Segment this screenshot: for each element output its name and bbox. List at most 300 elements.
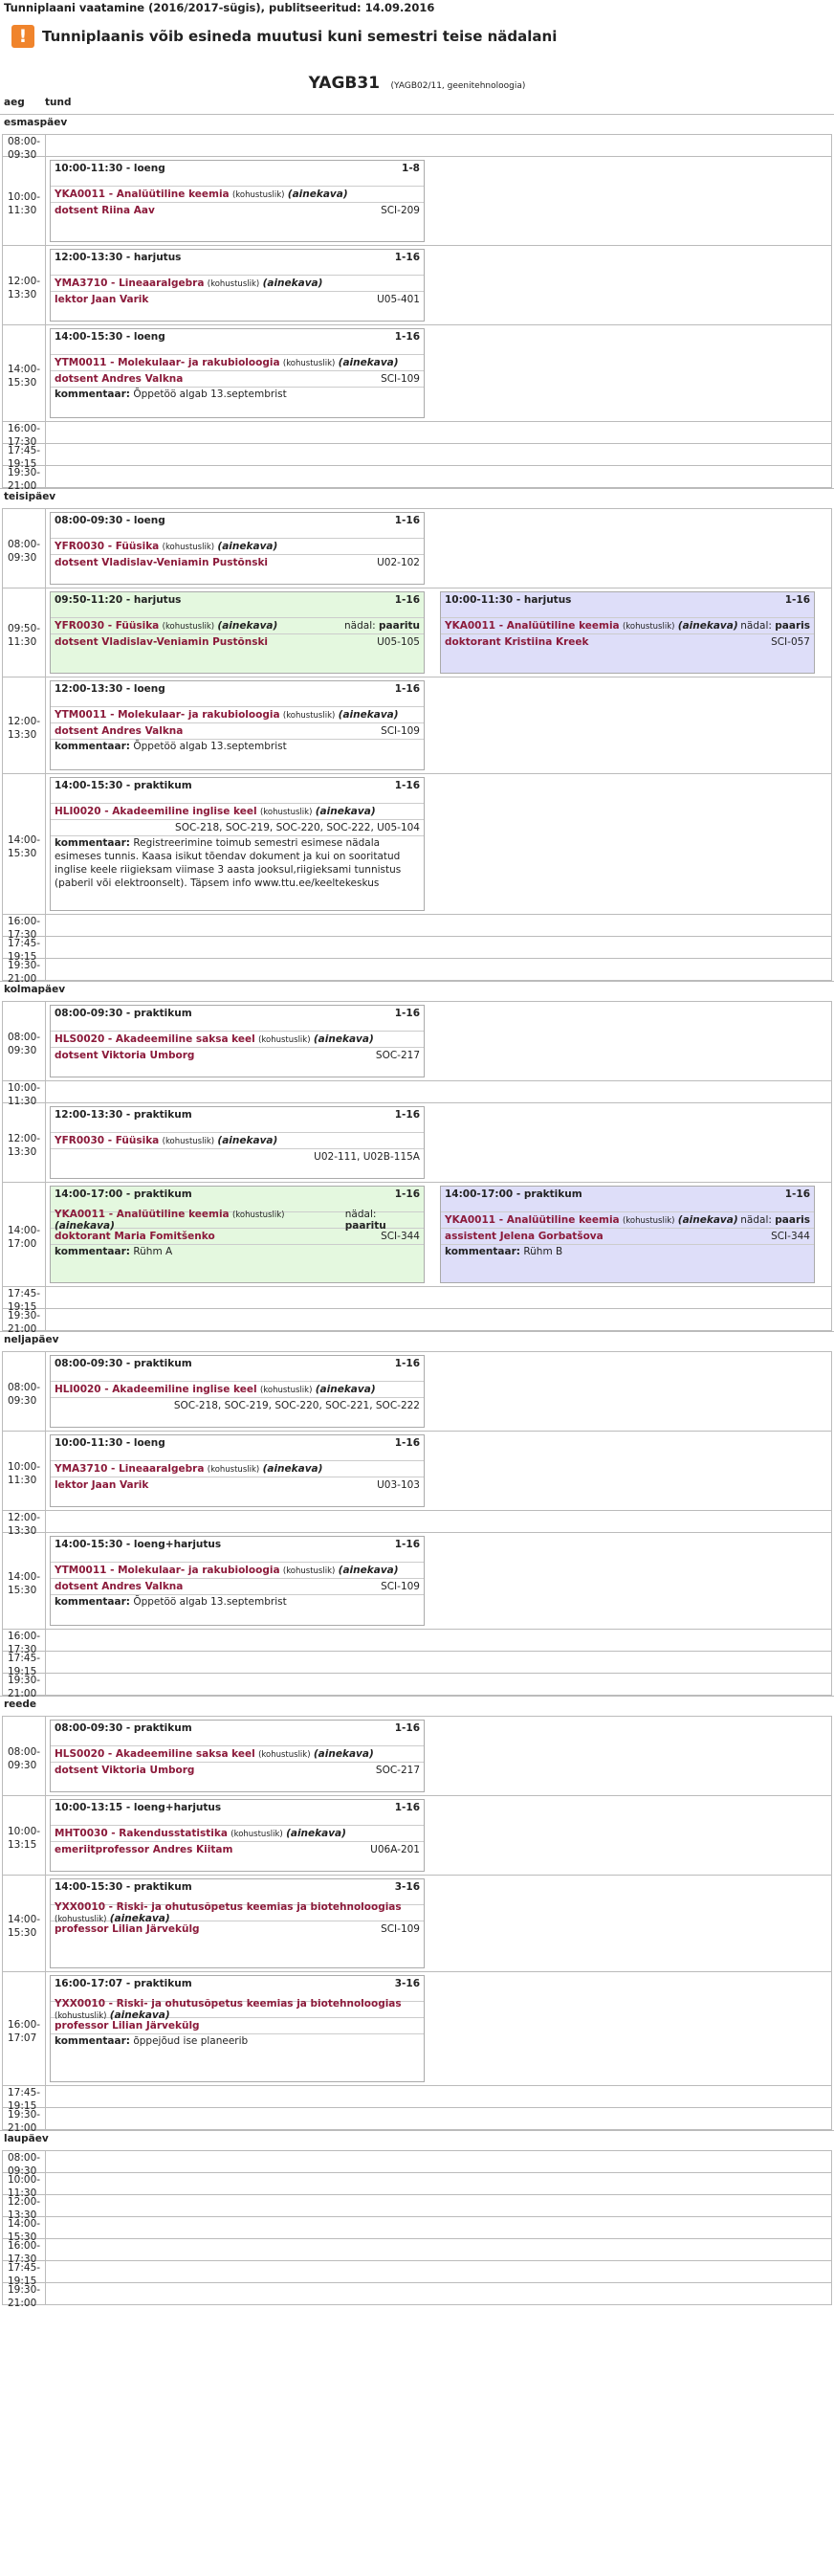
lesson-weeks: 1-16 xyxy=(394,1188,420,1200)
comment-row xyxy=(441,1244,814,1260)
course-link[interactable]: YKA0011 - Analüütiline keemia xyxy=(55,189,230,200)
course-link[interactable]: YTM0011 - Molekulaar- ja rakubioloogia xyxy=(55,709,280,721)
course-row xyxy=(51,538,424,554)
room-list: SCI-109 xyxy=(381,373,420,385)
lesson-card xyxy=(440,591,815,674)
teacher-link[interactable]: doktorant Maria Fomitšenko xyxy=(55,1231,215,1242)
card-spacer xyxy=(51,178,424,186)
comment-row xyxy=(51,835,424,892)
course-link[interactable]: HLI0020 - Akadeemiline inglise keel xyxy=(55,1384,257,1395)
course-info xyxy=(55,278,322,289)
group-subtitle: (YAGB02/11, geenitehnoloogia) xyxy=(390,81,526,91)
slot-lessons xyxy=(46,2173,831,2194)
card-spacer xyxy=(51,1023,424,1031)
lesson-card xyxy=(50,1355,425,1428)
slot-lessons xyxy=(46,915,831,936)
comment-row xyxy=(51,739,424,755)
teacher-link[interactable]: dotsent Vladislav-Veniamin Pustõnski xyxy=(55,557,269,568)
course-link[interactable]: YFR0030 - Füüsika xyxy=(55,1135,160,1146)
time-slot-row xyxy=(2,914,832,941)
comment-label: kommentaar: xyxy=(55,837,130,849)
course-info xyxy=(55,1033,374,1045)
teacher-room-row xyxy=(51,819,424,835)
ainekava-link[interactable]: (ainekava) xyxy=(338,1565,399,1576)
time-slot-label: 16:00-17:30 xyxy=(3,915,46,936)
room-list: SOC-217 xyxy=(375,1050,420,1061)
week-type xyxy=(740,620,810,632)
course-info xyxy=(55,1209,345,1232)
course-row xyxy=(51,354,424,370)
lesson-time-type: 14:00-15:30 - loeng xyxy=(55,331,165,343)
comment-row xyxy=(51,1594,424,1610)
lesson-card xyxy=(50,1720,425,1792)
column-header-time: aeg xyxy=(4,97,25,108)
course-row xyxy=(51,1901,424,1924)
slot-lessons xyxy=(46,1876,831,1971)
time-slot-label: 17:45-19:15 xyxy=(3,2261,46,2282)
time-slot-row xyxy=(2,1629,832,1655)
time-slot-label: 12:00-13:30 xyxy=(3,677,46,773)
lesson-card xyxy=(50,1799,425,1872)
ainekava-link[interactable]: (ainekava) xyxy=(338,357,399,368)
time-slot-row xyxy=(2,1080,832,1107)
course-status: (kohustuslik) xyxy=(162,622,215,632)
comment-row xyxy=(51,1244,424,1260)
slot-lessons xyxy=(46,1652,831,1673)
ainekava-link[interactable]: (ainekava) xyxy=(313,1748,374,1760)
slot-lessons xyxy=(46,246,831,324)
course-status: (kohustuslik) xyxy=(207,279,260,289)
card-spacer xyxy=(441,1204,814,1211)
slot-lessons xyxy=(46,1674,831,1695)
teacher-link[interactable]: doktorant Kristiina Kreek xyxy=(445,636,589,648)
teacher-link[interactable]: dotsent Vladislav-Veniamin Pustõnski xyxy=(55,636,269,648)
page-header-title: Tunniplaani vaatamine (2016/2017-sügis), publitseeritud: 14.09.2016 xyxy=(4,1,435,14)
teacher-room-row xyxy=(51,1841,424,1857)
time-slot-label: 12:00-13:30 xyxy=(3,1511,46,1532)
course-info xyxy=(55,189,348,200)
lesson-time-type: 08:00-09:30 - loeng xyxy=(55,515,165,526)
course-row xyxy=(51,1562,424,1578)
teacher-link[interactable]: emeriitprofessor Andres Kiitam xyxy=(55,1844,233,1855)
course-row xyxy=(51,1381,424,1397)
ainekava-link[interactable]: (ainekava) xyxy=(315,1384,376,1395)
room-list: U05-105 xyxy=(377,636,420,648)
course-link[interactable]: YMA3710 - Lineaaralgebra xyxy=(55,1463,205,1475)
week-type-value: paaritu xyxy=(344,1220,386,1232)
course-row xyxy=(51,1745,424,1762)
lesson-header xyxy=(51,1187,424,1204)
card-spacer xyxy=(51,267,424,275)
course-info xyxy=(445,1214,738,1226)
time-slot-row xyxy=(2,1001,832,1080)
course-info xyxy=(55,1384,376,1395)
lesson-time-type: 14:00-17:00 - praktikum xyxy=(445,1188,582,1200)
time-slot-row xyxy=(2,2085,832,2112)
teacher-link[interactable]: lektor Jaan Varik xyxy=(55,1479,149,1491)
lesson-time-type: 10:00-11:30 - loeng xyxy=(55,163,165,174)
room-list: SCI-344 xyxy=(381,1231,420,1242)
time-slot-row xyxy=(2,421,832,448)
time-slot-row xyxy=(2,1875,832,1971)
lesson-card xyxy=(50,1536,425,1626)
lesson-time-type: 14:00-17:00 - praktikum xyxy=(55,1188,192,1200)
course-row xyxy=(51,1209,424,1232)
lesson-weeks: 1-16 xyxy=(394,594,420,606)
lesson-card xyxy=(50,328,425,418)
room-list: U02-111, U02B-115A xyxy=(314,1151,420,1163)
course-link[interactable]: YTM0011 - Molekulaar- ja rakubioloogia xyxy=(55,357,280,368)
slot-lessons xyxy=(46,157,831,245)
teacher-link[interactable]: dotsent Riina Aav xyxy=(55,205,155,216)
time-slot-label: 14:00-15:30 xyxy=(3,1533,46,1629)
slot-lessons xyxy=(46,135,831,156)
lesson-weeks: 1-16 xyxy=(394,780,420,791)
course-row xyxy=(51,617,424,633)
course-status: (kohustuslik) xyxy=(282,1566,336,1576)
course-info xyxy=(445,620,738,632)
course-status: (kohustuslik) xyxy=(622,1216,675,1226)
teacher-link[interactable]: dotsent Viktoria Umborg xyxy=(55,1050,195,1061)
time-slot-label: 17:45-19:15 xyxy=(3,1287,46,1308)
comment-label: kommentaar: xyxy=(55,389,130,400)
course-link[interactable]: YKA0011 - Analüütiline keemia xyxy=(445,1214,620,1226)
course-info xyxy=(55,541,277,552)
lesson-weeks: 3-16 xyxy=(394,1978,420,1989)
teacher-link[interactable]: dotsent Andres Valkna xyxy=(55,725,184,737)
card-spacer xyxy=(51,1373,424,1381)
time-slot-label: 16:00-17:30 xyxy=(3,1630,46,1651)
week-type-value: paaritu xyxy=(379,620,420,632)
day-block xyxy=(0,981,834,1335)
lesson-weeks: 1-16 xyxy=(394,1109,420,1121)
lesson-time-type: 09:50-11:20 - harjutus xyxy=(55,594,182,606)
room-list: U05-401 xyxy=(377,294,420,305)
room-list: SCI-109 xyxy=(381,1581,420,1592)
teacher-room-row xyxy=(51,722,424,739)
time-slot-label: 17:45-19:15 xyxy=(3,937,46,958)
time-slot-row xyxy=(2,1532,832,1629)
warning-banner xyxy=(0,16,834,53)
lesson-card xyxy=(50,160,425,242)
ainekava-link[interactable]: (ainekava) xyxy=(217,541,278,552)
comment-label: kommentaar: xyxy=(55,1246,130,1257)
teacher-link[interactable]: dotsent Andres Valkna xyxy=(55,373,184,385)
time-slot-label: 19:30-21:00 xyxy=(3,1674,46,1695)
lesson-header xyxy=(51,1356,424,1373)
room-list: SOC-218, SOC-219, SOC-220, SOC-221, SOC-222 xyxy=(173,1400,420,1411)
ainekava-link[interactable]: (ainekava) xyxy=(287,189,348,200)
time-slot-label: 14:00-15:30 xyxy=(3,1876,46,1971)
week-type-value: paaris xyxy=(775,1214,810,1226)
room-list: SOC-217 xyxy=(375,1765,420,1776)
lesson-weeks: 1-16 xyxy=(784,1188,810,1200)
time-slot-label: 08:00-09:30 xyxy=(3,1002,46,1080)
slot-lessons xyxy=(46,959,831,980)
course-info xyxy=(55,1748,374,1760)
lesson-weeks: 1-16 xyxy=(784,594,810,606)
ainekava-link[interactable]: (ainekava) xyxy=(313,1033,374,1045)
slot-lessons xyxy=(46,2217,831,2238)
lesson-weeks: 1-16 xyxy=(394,515,420,526)
comment-label: kommentaar: xyxy=(55,2035,130,2047)
teacher-link[interactable]: dotsent Andres Valkna xyxy=(55,1581,184,1592)
time-slot-label: 10:00-11:30 xyxy=(3,1081,46,1102)
slot-lessons xyxy=(46,774,831,914)
room-list: SCI-109 xyxy=(381,725,420,737)
course-status: (kohustuslik) xyxy=(258,1035,311,1045)
slot-lessons xyxy=(46,2086,831,2107)
time-slot-label: 17:45-19:15 xyxy=(3,2086,46,2107)
lesson-time-type: 10:00-13:15 - loeng+harjutus xyxy=(55,1802,222,1813)
time-slot-row xyxy=(2,677,832,773)
time-slot-row xyxy=(2,2150,832,2177)
teacher-room-row xyxy=(51,202,424,218)
course-link[interactable]: YFR0030 - Füüsika xyxy=(55,541,160,552)
day-label: kolmapäev xyxy=(0,981,834,1001)
teacher-room-row xyxy=(51,633,424,650)
lesson-header xyxy=(51,161,424,178)
slot-lessons xyxy=(46,1717,831,1795)
time-slot-row xyxy=(2,156,832,245)
lesson-time-type: 14:00-15:30 - praktikum xyxy=(55,1881,192,1893)
course-status: (kohustuslik) xyxy=(230,1830,283,1839)
lesson-time-type: 08:00-09:30 - praktikum xyxy=(55,1008,192,1019)
course-link[interactable]: HLS0020 - Akadeemiline saksa keel xyxy=(55,1033,255,1045)
time-slot-label: 08:00-09:30 xyxy=(3,1717,46,1795)
course-row xyxy=(51,1132,424,1148)
room-list: SCI-109 xyxy=(381,1923,420,1935)
time-slot-label: 16:00-17:30 xyxy=(3,2239,46,2260)
course-info xyxy=(55,1998,420,2021)
course-link[interactable]: HLI0020 - Akadeemiline inglise keel xyxy=(55,806,257,817)
time-slot-label: 17:45-19:15 xyxy=(3,444,46,465)
comment-row xyxy=(51,387,424,403)
slot-lessons xyxy=(46,677,831,773)
course-row xyxy=(51,186,424,202)
week-type-value: paaris xyxy=(775,620,810,632)
ainekava-link[interactable]: (ainekava) xyxy=(262,1463,323,1475)
card-spacer xyxy=(51,346,424,354)
teacher-link[interactable]: lektor Jaan Varik xyxy=(55,294,149,305)
course-link[interactable]: YFR0030 - Füüsika xyxy=(55,620,160,632)
lesson-weeks: 3-16 xyxy=(394,1881,420,1893)
lesson-header xyxy=(441,592,814,610)
time-slot-row xyxy=(2,1286,832,1313)
course-link[interactable]: YMA3710 - Lineaaralgebra xyxy=(55,278,205,289)
time-slot-row xyxy=(2,134,832,161)
comment-text: õppejõud ise planeerib xyxy=(133,2035,249,2047)
day-label: esmaspäev xyxy=(0,114,834,134)
time-slot-label: 14:00-15:30 xyxy=(3,774,46,914)
slot-lessons xyxy=(46,1287,831,1308)
course-info xyxy=(55,1901,420,1924)
time-slot-row xyxy=(2,1716,832,1795)
time-slot-row xyxy=(2,443,832,470)
course-link[interactable]: YXX0010 - Riski- ja ohutusõpetus keemias ja biotehnoloogias xyxy=(55,1998,402,2010)
slot-lessons xyxy=(46,1630,831,1651)
course-info xyxy=(55,1463,322,1475)
card-spacer xyxy=(51,1124,424,1132)
lesson-header xyxy=(51,1976,424,1993)
room-list: SCI-344 xyxy=(771,1231,810,1242)
course-row xyxy=(51,1998,424,2021)
week-type-label: nädal: xyxy=(740,620,772,632)
lesson-header xyxy=(51,681,424,699)
course-status: (kohustuslik) xyxy=(259,1386,313,1395)
lesson-header xyxy=(51,1879,424,1897)
course-status: (kohustuslik) xyxy=(622,622,675,632)
lesson-header xyxy=(51,1107,424,1124)
course-info xyxy=(55,1828,346,1839)
course-info xyxy=(55,357,399,368)
room-list: U03-103 xyxy=(377,1479,420,1491)
teacher-room-row xyxy=(441,633,814,650)
time-slot-label: 19:30-21:00 xyxy=(3,2108,46,2129)
lesson-header xyxy=(51,778,424,795)
comment-label: kommentaar: xyxy=(55,741,130,752)
ainekava-link[interactable]: (ainekava) xyxy=(677,620,738,632)
ainekava-link[interactable]: (ainekava) xyxy=(286,1828,346,1839)
card-spacer xyxy=(51,1554,424,1562)
time-slot-row xyxy=(2,2238,832,2265)
lesson-header xyxy=(51,1721,424,1738)
time-slot-row xyxy=(2,2282,832,2309)
course-status: (kohustuslik) xyxy=(162,1137,215,1146)
room-list: U02-102 xyxy=(377,557,420,568)
teacher-link[interactable]: professor Lilian Järvekülg xyxy=(55,2020,200,2032)
lesson-weeks: 1-16 xyxy=(394,1437,420,1449)
week-type-label: nädal: xyxy=(344,1209,377,1220)
lesson-weeks: 1-16 xyxy=(394,1539,420,1550)
ainekava-link[interactable]: (ainekava) xyxy=(109,2010,170,2021)
lesson-weeks: 1-16 xyxy=(394,252,420,263)
lesson-time-type: 12:00-13:30 - harjutus xyxy=(55,252,182,263)
time-slot-row xyxy=(2,958,832,985)
time-slot-row xyxy=(2,465,832,492)
lesson-time-type: 12:00-13:30 - loeng xyxy=(55,683,165,695)
lesson-weeks: 1-16 xyxy=(394,331,420,343)
lesson-header xyxy=(51,1537,424,1554)
slot-lessons xyxy=(46,444,831,465)
time-slot-row xyxy=(2,2172,832,2199)
day-block xyxy=(0,1331,834,1699)
comment-text: Rühm A xyxy=(133,1246,173,1257)
ainekava-link[interactable]: (ainekava) xyxy=(338,709,399,721)
lesson-header xyxy=(51,1006,424,1023)
slot-lessons xyxy=(46,937,831,958)
ainekava-link[interactable]: (ainekava) xyxy=(217,620,278,632)
teacher-link[interactable]: dotsent Viktoria Umborg xyxy=(55,1765,195,1776)
time-slot-row xyxy=(2,936,832,963)
lesson-card xyxy=(50,249,425,322)
teacher-link[interactable]: assistent Jelena Gorbatšova xyxy=(445,1231,604,1242)
week-type xyxy=(345,1209,420,1232)
time-slot-label: 16:00-17:07 xyxy=(3,1972,46,2085)
time-slot-row xyxy=(2,1182,832,1286)
ainekava-link[interactable]: (ainekava) xyxy=(109,1913,170,1924)
lesson-header xyxy=(51,1435,424,1453)
course-link[interactable]: MHT0030 - Rakendusstatistika xyxy=(55,1828,228,1839)
ainekava-link[interactable]: (ainekava) xyxy=(217,1135,278,1146)
lesson-card xyxy=(50,1005,425,1077)
card-spacer xyxy=(51,699,424,706)
course-row xyxy=(51,706,424,722)
time-slot-label: 08:00-09:30 xyxy=(3,1352,46,1431)
course-row xyxy=(441,617,814,633)
slot-lessons xyxy=(46,325,831,421)
time-slot-label: 10:00-11:30 xyxy=(3,2173,46,2194)
card-spacer xyxy=(441,610,814,617)
course-link[interactable]: YKA0011 - Analüütiline keemia xyxy=(445,620,620,632)
ainekava-link[interactable]: (ainekava) xyxy=(262,278,323,289)
card-spacer xyxy=(51,795,424,803)
group-heading xyxy=(0,74,834,91)
ainekava-link[interactable]: (ainekava) xyxy=(315,806,376,817)
day-label: reede xyxy=(0,1696,834,1716)
course-status: (kohustuslik) xyxy=(259,808,313,817)
time-slot-row xyxy=(2,1651,832,1677)
lesson-header xyxy=(51,513,424,530)
slot-lessons xyxy=(46,1432,831,1510)
teacher-room-row xyxy=(51,1578,424,1594)
course-link[interactable]: YXX0010 - Riski- ja ohutusõpetus keemias ja biotehnoloogias xyxy=(55,1901,402,1913)
teacher-room-row xyxy=(51,554,424,570)
course-row xyxy=(51,1825,424,1841)
comment-label: kommentaar: xyxy=(55,1596,130,1608)
course-status: (kohustuslik) xyxy=(162,543,215,552)
lesson-time-type: 16:00-17:07 - praktikum xyxy=(55,1978,192,1989)
slot-lessons xyxy=(46,2239,831,2260)
lesson-weeks: 1-16 xyxy=(394,683,420,695)
slot-lessons xyxy=(46,1352,831,1431)
course-link[interactable]: HLS0020 - Akadeemiline saksa keel xyxy=(55,1748,255,1760)
course-link[interactable]: YKA0011 - Analüütiline keemia xyxy=(55,1209,230,1220)
time-slot-label: 10:00-11:30 xyxy=(3,1432,46,1510)
course-link[interactable]: YTM0011 - Molekulaar- ja rakubioloogia xyxy=(55,1565,280,1576)
slot-lessons xyxy=(46,1972,831,2085)
teacher-room-row xyxy=(51,1397,424,1413)
time-slot-row xyxy=(2,2260,832,2287)
course-status: (kohustuslik) xyxy=(231,1210,285,1220)
time-slot-row xyxy=(2,1971,832,2085)
time-slot-row xyxy=(2,2107,832,2134)
slot-lessons xyxy=(46,2261,831,2282)
warning-icon xyxy=(11,25,34,48)
course-row xyxy=(441,1211,814,1228)
course-status: (kohustuslik) xyxy=(282,359,336,368)
course-row xyxy=(51,803,424,819)
week-type-label: nädal: xyxy=(344,620,376,632)
comment-text: Õppetöö algab 13.septembrist xyxy=(133,741,287,752)
time-slot-label: 09:50-11:30 xyxy=(3,588,46,677)
teacher-link[interactable]: professor Lilian Järvekülg xyxy=(55,1923,200,1935)
time-slot-label: 17:45-19:15 xyxy=(3,1652,46,1673)
time-slot-row xyxy=(2,1308,832,1335)
time-slot-label: 08:00-09:30 xyxy=(3,135,46,156)
lesson-header xyxy=(51,250,424,267)
lesson-card xyxy=(50,512,425,585)
group-code: YAGB31 xyxy=(308,74,381,93)
time-slot-row xyxy=(2,2216,832,2243)
ainekava-link[interactable]: (ainekava) xyxy=(677,1214,738,1226)
lesson-header xyxy=(51,1800,424,1817)
ainekava-link[interactable]: (ainekava) xyxy=(55,1220,115,1232)
lesson-card xyxy=(50,1878,425,1968)
time-slot-row xyxy=(2,1510,832,1537)
course-info xyxy=(55,806,376,817)
time-slot-row xyxy=(2,1795,832,1875)
